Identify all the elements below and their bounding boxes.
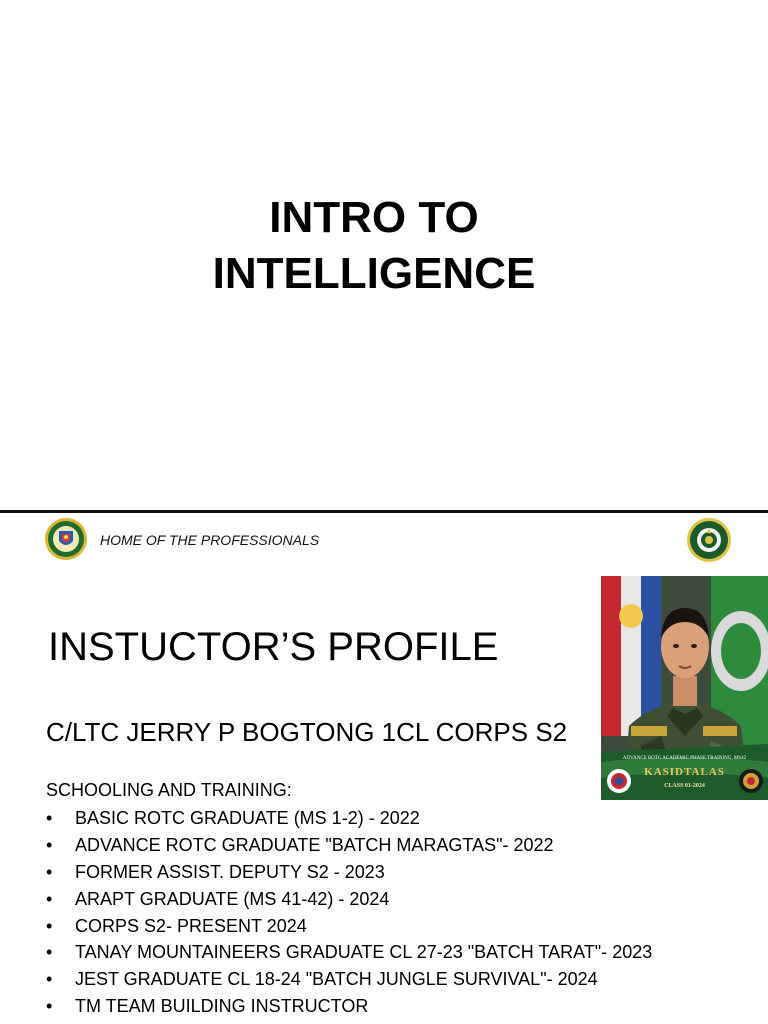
bullet: • xyxy=(46,942,53,963)
right-seal-icon xyxy=(686,517,732,563)
bullet: • xyxy=(46,969,53,990)
tagline: HOME OF THE PROFESSIONALS xyxy=(100,532,320,548)
left-seal-icon xyxy=(44,517,88,561)
list-item xyxy=(46,805,652,832)
profile-slide xyxy=(0,513,768,1024)
list-item xyxy=(46,939,652,966)
instructor-photo xyxy=(601,576,768,800)
title-slide-heading xyxy=(0,190,748,302)
list-item-text: ARAPT GRADUATE (MS 41-42) - 2024 xyxy=(75,888,390,909)
list-item xyxy=(46,966,652,993)
list-item-text: FORMER ASSIST. DEPUTY S2 - 2023 xyxy=(75,861,385,882)
list-item-text: TANAY MOUNTAINEERS GRADUATE CL 27-23 "BATCH TARAT"- 2023 xyxy=(75,942,653,963)
photo-caption: ADVANCE ROTC ACADEMIC PHASE TRAINING, MS42 xyxy=(622,756,747,761)
list-item xyxy=(46,993,652,1020)
list-item-text: JEST GRADUATE CL 18-24 "BATCH JUNGLE SURVIVAL"- 2024 xyxy=(75,969,598,990)
profile-title: INSTUCTOR’S PROFILE xyxy=(48,625,499,669)
bullet: • xyxy=(46,808,53,828)
list-item-text: ADVANCE ROTC GRADUATE "BATCH MARAGTAS"- 2022 xyxy=(75,834,554,855)
list-item xyxy=(46,913,652,940)
list-item xyxy=(46,832,652,859)
list-item-text: TM TEAM BUILDING INSTRUCTOR xyxy=(75,996,369,1017)
title-line-1: INTRO TO xyxy=(269,193,479,242)
schooling-heading: SCHOOLING AND TRAINING: xyxy=(46,780,292,800)
photo-name: KASIDTALAS xyxy=(644,766,725,778)
list-item xyxy=(46,886,652,913)
list-item-text: BASIC ROTC GRADUATE (MS 1-2) - 2022 xyxy=(75,808,420,828)
list-item-text: CORPS S2- PRESENT 2024 xyxy=(75,915,307,936)
bullet: • xyxy=(46,861,53,882)
title-line-2: INTELLIGENCE xyxy=(212,249,536,298)
photo-class: CLASS 01-2024 xyxy=(664,783,705,789)
bullet: • xyxy=(46,996,53,1017)
title-slide xyxy=(0,0,768,510)
list-item xyxy=(46,859,652,886)
bullet: • xyxy=(46,834,53,855)
instructor-name: C/LTC JERRY P BOGTONG 1CL CORPS S2 xyxy=(46,717,568,747)
bullet: • xyxy=(46,888,53,909)
bullet: • xyxy=(46,915,53,936)
schooling-list xyxy=(46,805,652,1020)
